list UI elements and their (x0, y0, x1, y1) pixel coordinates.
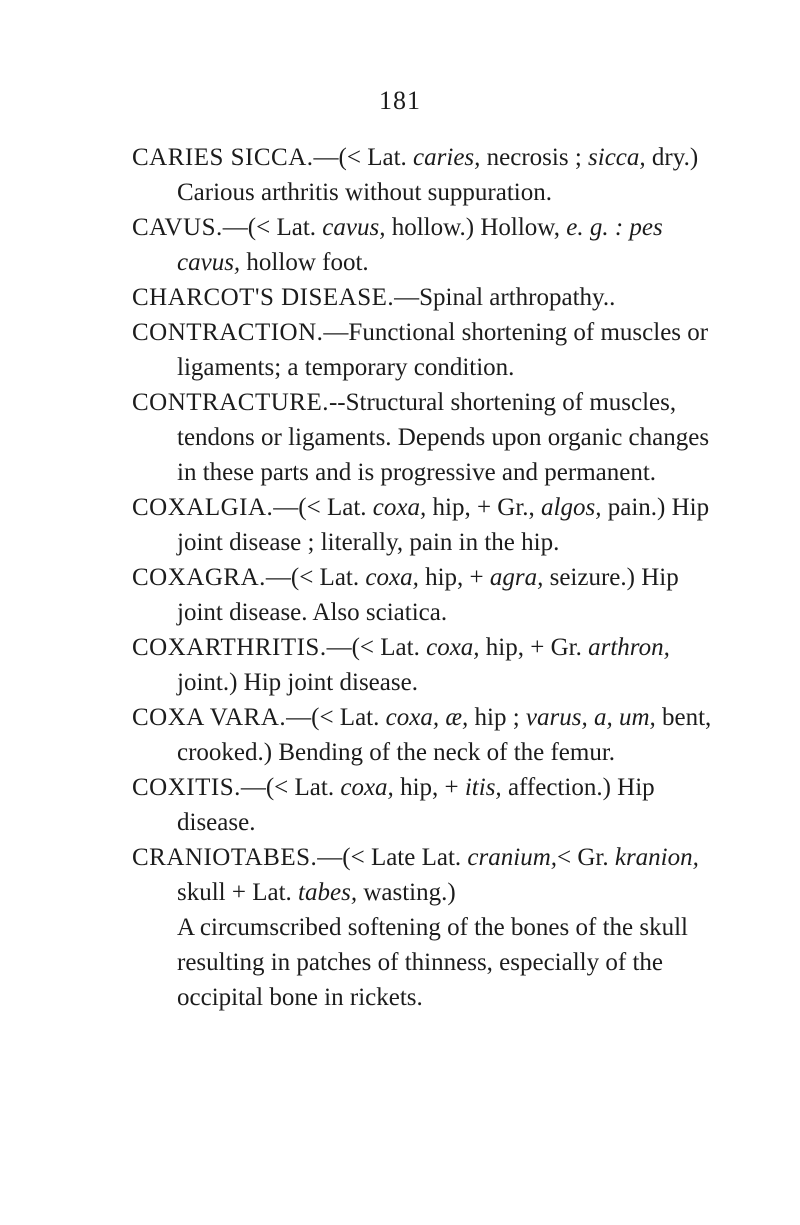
definition-italic-run: cavus, (322, 214, 386, 241)
definition-italic-run: coxa, (426, 634, 480, 661)
glossary-entries (132, 140, 722, 1015)
definition-run: --Structural shortening of muscles, tendons or ligaments. Depends upon organic changes in these parts and is progressive and permanent. (177, 389, 710, 486)
definition-run: hip, + (418, 564, 490, 591)
entry-continuation: A circumscribed softening of the bones of the skull resulting in patches of thinness, especially of the occipital bone in rickets. (177, 914, 688, 1011)
glossary-entry (132, 630, 722, 700)
entry-term: CHARCOT'S DISEASE. (132, 284, 395, 311)
definition-run: hip, + Gr. (479, 634, 589, 661)
definition-italic-run: algos, (541, 494, 602, 521)
definition-italic-run: arthron, (588, 634, 670, 661)
definition-run: bent, crooked.) Bending of the neck of the femur. (177, 704, 712, 766)
glossary-entry (132, 315, 722, 385)
entry-term: CONTRACTURE. (132, 389, 329, 416)
entry-definition (177, 774, 655, 836)
definition-italic-run: tabes, (298, 879, 358, 906)
definition-run: hip ; (468, 704, 526, 731)
definition-run: —(< Lat. (326, 634, 427, 661)
definition-run: —(< Lat. (240, 774, 341, 801)
definition-run: skull + Lat. (177, 879, 299, 906)
page-number: 181 (379, 86, 421, 115)
glossary-entry (132, 770, 722, 840)
definition-run: hollow foot. (240, 249, 369, 276)
definition-italic-run: coxa, (372, 494, 427, 521)
glossary-entry (132, 280, 722, 315)
glossary-entry (132, 700, 722, 770)
definition-italic-run: kranion, (614, 844, 699, 871)
entry-definition (177, 214, 663, 276)
definition-italic-run: itis, (464, 774, 502, 801)
definition-italic-run: varus, a, um, (525, 704, 656, 731)
definition-run: —(< Lat. (273, 494, 373, 521)
entry-term: CONTRACTION. (132, 319, 324, 346)
definition-italic-run: caries, (413, 144, 481, 171)
definition-run: hollow.) Hollow, (385, 214, 567, 241)
entry-term: COXITIS. (132, 774, 241, 801)
glossary-entry (132, 490, 722, 560)
entry-term: COXALGIA. (132, 494, 274, 521)
definition-run: —(< Lat. (265, 564, 366, 591)
glossary-entry (132, 140, 722, 210)
definition-italic-run: coxa, (365, 564, 419, 591)
definition-run: dry.) Carious arthritis without suppuration. (177, 144, 699, 206)
definition-italic-run: cranium, (467, 844, 557, 871)
definition-run: —(< Lat. (222, 214, 323, 241)
entry-term: CAVUS. (132, 214, 223, 241)
definition-run: —Spinal arthropathy.. (394, 284, 616, 311)
entry-term: COXAGRA. (132, 564, 266, 591)
definition-italic-run: sicca, (588, 144, 646, 171)
definition-run: affection.) Hip disease. (177, 774, 655, 836)
definition-run: —(< Late Lat. (317, 844, 468, 871)
definition-run: seizure.) Hip joint disease. Also sciatica. (177, 564, 679, 626)
glossary-entry (132, 210, 722, 280)
definition-run: joint.) Hip joint disease. (177, 669, 418, 696)
glossary-entry (132, 560, 722, 630)
entry-term: COXA VARA. (132, 704, 287, 731)
definition-italic-run: e. g. : pes cavus, (177, 214, 663, 276)
entry-definition (394, 284, 615, 311)
glossary-entry (132, 840, 722, 910)
definition-run: —(< Lat. (313, 144, 414, 171)
definition-italic-run: coxa, (340, 774, 394, 801)
definition-run: < Gr. (557, 844, 615, 871)
definition-run: —Functional shortening of muscles or ligaments; a temporary condition. (177, 319, 709, 381)
entry-term: COXARTHRITIS. (132, 634, 327, 661)
definition-run: pain.) Hip joint disease ; literally, pain in the hip. (177, 494, 710, 556)
entry-term: CRANIOTABES. (132, 844, 318, 871)
definition-run: hip, + Gr., (426, 494, 542, 521)
entry-term: CARIES SICCA. (132, 144, 314, 171)
definition-run: —(< Lat. (286, 704, 386, 731)
glossary-entry (132, 385, 722, 490)
definition-run: necrosis ; (480, 144, 589, 171)
definition-italic-run: agra, (489, 564, 544, 591)
definition-run: hip, + (393, 774, 465, 801)
definition-run: wasting.) (357, 879, 456, 906)
definition-italic-run: coxa, æ, (385, 704, 469, 731)
